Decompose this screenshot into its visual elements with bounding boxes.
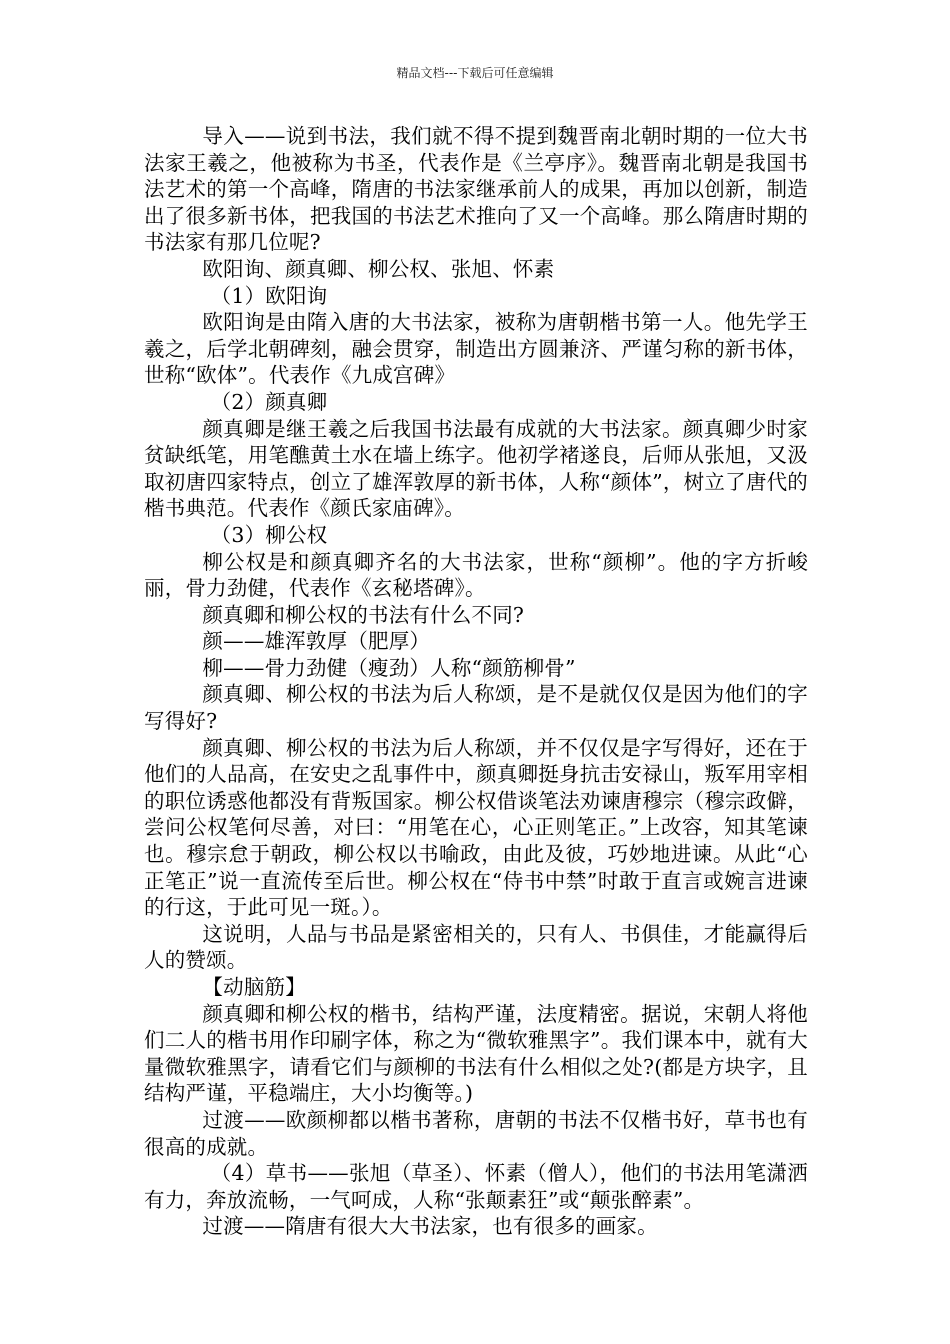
paragraph-question-praise: 颜真卿、柳公权的书法为后人称颂，是不是就仅仅是因为他们的字写得好? bbox=[144, 682, 808, 734]
paragraph-answer-praise: 颜真卿、柳公权的书法为后人称颂，并不仅仅是字写得好，还在于他们的人品高，在安史之乱事件中，颜真卿挺身抗击安禄山，叛军用宰相的职位诱惑他都没有背叛国家。柳公权借谈笔法劝谏唐穆宗（穆宗政僻，尝问公权笔何尽善，对曰：“用笔在心，心正则笔正。”上改容，知其笔谏也。穆宗怠于朝政，柳公权以书喻政，由此及彼，巧妙地进谏。从此“心正笔正”说一直流传至后世。柳公权在“侍书中禁”时敢于直言或婉言进谏的行这，于此可见一斑。）。 bbox=[144, 735, 808, 920]
section-heading-ouyang-xun: （1）欧阳询 bbox=[210, 283, 328, 308]
paragraph-yan-style: 颜——雄浑敦厚（肥厚） bbox=[202, 629, 431, 654]
paragraph-conclusion: 这说明，人品与书品是紧密相关的，只有人、书俱佳，才能赢得后人的赞颂。 bbox=[144, 921, 808, 973]
section-heading-think: 【动脑筋】 bbox=[202, 975, 306, 999]
paragraph-ouyang-xun: 欧阳询是由隋入唐的大书法家，被称为唐朝楷书第一人。他先学王羲之，后学北朝碑刻，融会贯穿，制造出方圆兼济、严谨匀称的新书体，世称“欧体”。代表作《九成宫碑》 bbox=[144, 310, 808, 388]
document-body bbox=[144, 123, 808, 1240]
section-heading-liu-gongquan: （3）柳公权 bbox=[210, 522, 328, 547]
paragraph-liu-gongquan: 柳公权是和颜真卿齐名的大书法家，世称“颜柳”。他的字方折峻丽，骨力劲健，代表作《玄秘塔碑》。 bbox=[144, 549, 808, 601]
paragraph-calligrapher-list: 欧阳询、颜真卿、柳公权、张旭、怀素 bbox=[202, 256, 555, 281]
paragraph-cursive: （4）草书——张旭（草圣）、怀素（僧人），他们的书法用笔潇洒有力，奔放流畅，一气呵成，人称“张颠素狂”或“颠张醉素”。 bbox=[144, 1161, 808, 1212]
paragraph-intro: 导入——说到书法，我们就不得不提到魏晋南北朝时期的一位大书法家王羲之，他被称为书圣，代表作是《兰亭序》。魏晋南北朝是我国书法艺术的第一个高峰，隋唐的书法家继承前人的成果，再加以创新，制造出了很多新书体，把我国的书法艺术推向了又一个高峰。那么隋唐时期的书法家有那几位呢? bbox=[144, 124, 808, 255]
paragraph-transition-cursive: 过渡——欧颜柳都以楷书著称，唐朝的书法不仅楷书好，草书也有很高的成就。 bbox=[144, 1107, 808, 1159]
page-header: 精品文档---下载后可任意编辑 bbox=[396, 66, 554, 80]
paragraph-transition-painters: 过渡——隋唐有很大大书法家，也有很多的画家。 bbox=[202, 1214, 658, 1239]
paragraph-yan-zhenqing: 颜真卿是继王羲之后我国书法最有成就的大书法家。颜真卿少时家贫缺纸笔，用笔醮黄土水在墙上练字。他初学褚遂良，后师从张旭，又汲取初唐四家特点，创立了雄浑敦厚的新书体，人称“颜体”，树立了唐代的楷书典范。代表作《颜氏家庙碑》。 bbox=[144, 416, 808, 521]
paragraph-question-difference: 颜真卿和柳公权的书法有什么不同? bbox=[202, 602, 525, 627]
section-heading-yan-zhenqing: （2）颜真卿 bbox=[210, 389, 328, 414]
paragraph-liu-style: 柳——骨力劲健（瘦劲）人称“颜筋柳骨” bbox=[202, 655, 576, 680]
paragraph-think: 颜真卿和柳公权的楷书，结构严谨，法度精密。据说，宋朝人将他们二人的楷书用作印刷字体，称之为“微软雅黑字”。我们课本中，就有大量微软雅黑字，请看它们与颜柳的书法有什么相似之处?(都是方块字，且结构严谨，平稳端庄，大小均衡等。) bbox=[144, 1001, 808, 1106]
